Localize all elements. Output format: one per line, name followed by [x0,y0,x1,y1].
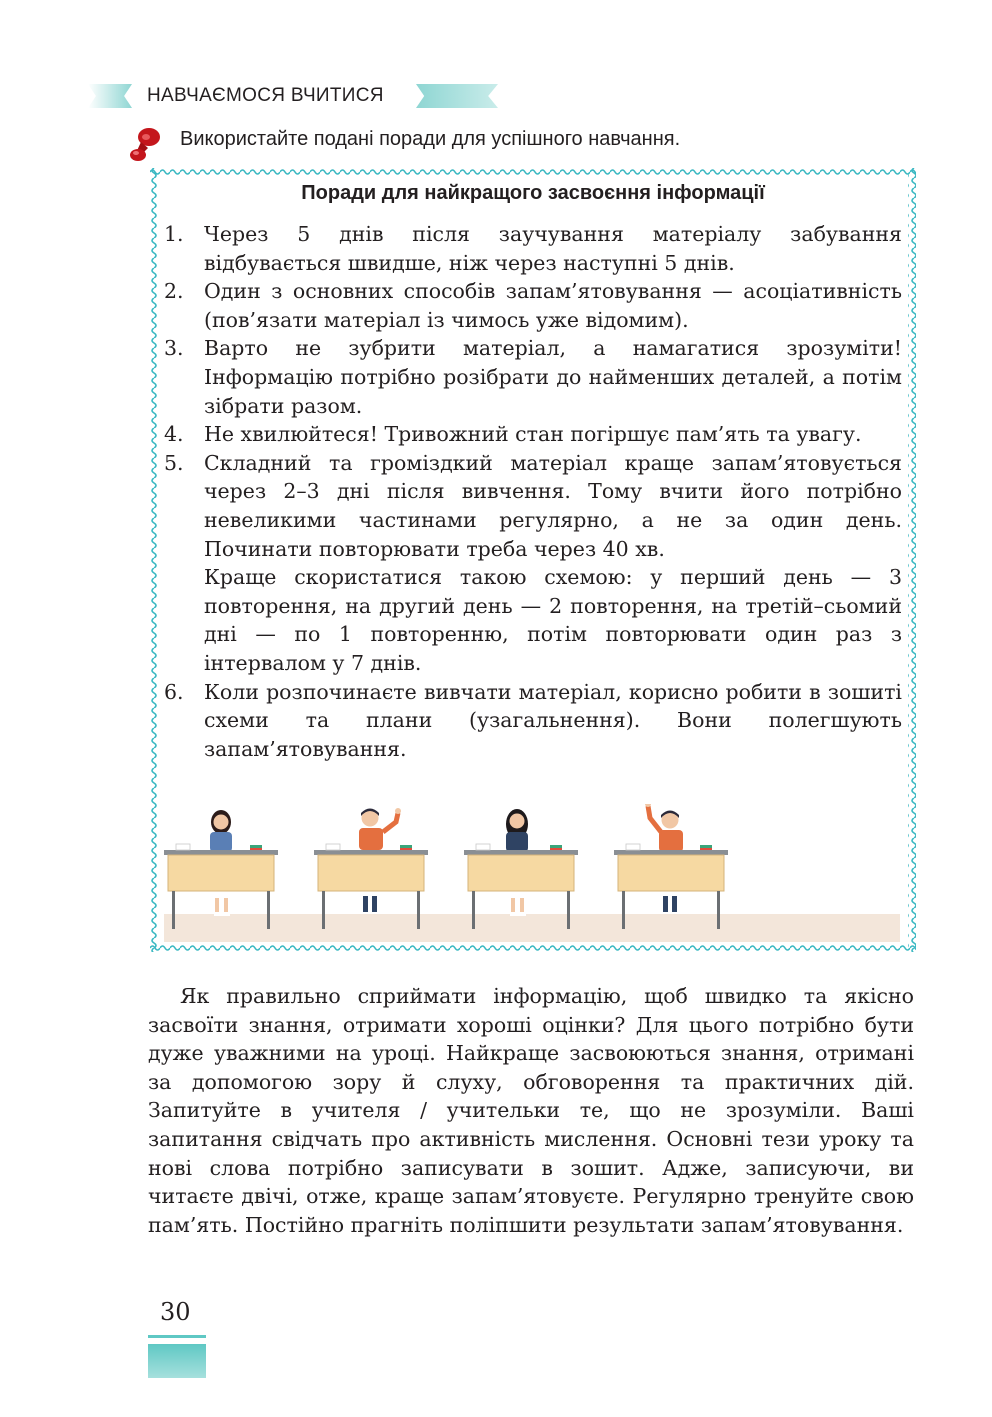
pushpin-icon [126,124,166,164]
classroom-illustration [164,804,900,942]
tip-text: Складний та громіздкий матеріал краще запам’ятовується через 2–3 дні після вивчення. Тому вчити його потрібно невеликими частинами регулярно, а не за один день. Починати повторювати треба через 40 хв. [204,450,902,561]
tip-item [164,220,902,277]
tip-item [164,277,902,334]
tip-number: 4. [164,422,184,447]
tip-text: Не хвилюйтеся! Тривожний стан погіршує пам’ять та увагу. [204,422,862,447]
page-number-rule [148,1335,206,1338]
tip-item [164,334,902,420]
tips-list [164,220,902,763]
tip-number: 5. [164,450,184,475]
tip-number: 1. [164,222,184,246]
header-left-ribbon [88,84,132,108]
tip-item [164,449,902,678]
tip-item [164,420,902,449]
tip-text: Коли розпочинаєте вивчати матеріал, корисно робити в зошиті схеми та плани (узагальнення). Вони полегшують запам’ятовування. [204,679,902,761]
page-number: 30 [160,1298,191,1326]
tip-item [164,678,902,764]
tip-text: Через 5 днів після заучування матеріалу забування відбувається швидше, ніж через наступні 5 днів. [204,222,902,275]
tip-number: 6. [164,679,184,704]
header-right-ribbon [416,84,498,108]
section-title: НАВЧАЄМОСЯ ВЧИТИСЯ [147,85,384,106]
tip-number: 2. [164,279,184,304]
tip-text: Один з основних способів запам’ятовування — асоціативність (пов’язати матеріал із чимось уже відомим). [204,279,902,332]
tip-text: Варто не зубрити матеріал, а намагатися зрозуміти! Інформацію потрібно розібрати до найменших деталей, а потім зібрати разом. [204,336,902,418]
floor [164,914,900,942]
intro-text: Використайте подані поради для успішного навчання. [180,128,681,150]
page-number-tab [148,1344,206,1378]
tip-text-continued: Краще скористатися такою схемою: у перший день — 3 повторення, на другий день — 2 повторення, на третій–сьомий дні — по 1 повторенню, потім повторювати один раз з інтервалом у 7 днів. [204,565,902,675]
tips-title: Поради для найкращого засвоєння інформації [301,182,765,204]
tip-number: 3. [164,336,184,361]
body-paragraph: Як правильно сприймати інформацію, щоб швидко та якісно засвоїти знання, отримати хороші оцінки? Для цього потрібно бути дуже уважними на уроці. Найкраще засвоюються знання, отримані за допомогою зору й слуху, обговорення та практичних дій. Запитуйте в учителя / учительки те, що не зрозуміли. Ваші запитання свідчать про активність мислення. Основні тези уроку та нові слова потрібно записувати в зошит. Адже, записуючи, ви читаєте двічі, отже, краще запам’ятовуєте. Регулярно тренуйте свою пам’ять. Постійно прагніть поліпшити результати запам’ятовування. [148,984,914,1237]
tips-box [150,168,916,952]
